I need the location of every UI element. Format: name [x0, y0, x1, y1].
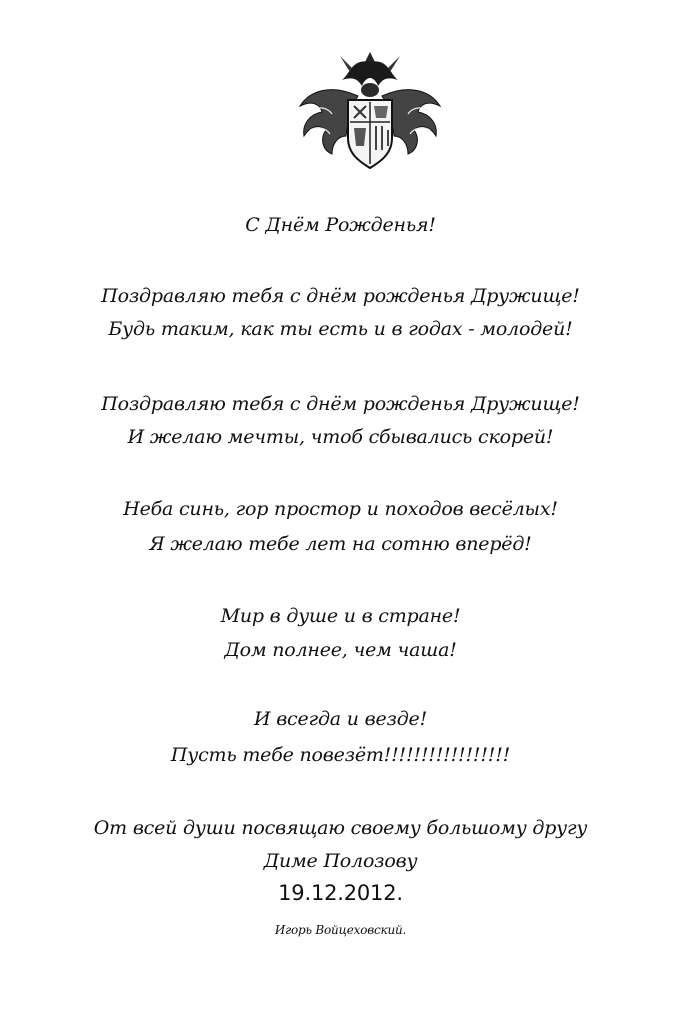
- stanza-5-line-1: И всегда и везде!: [253, 708, 428, 730]
- coat-of-arms-icon: [292, 50, 442, 170]
- stanza-1-line-2: Будь таким, как ты есть и в годах - молодей!: [108, 318, 573, 340]
- stanza-3-line-2: Я желаю тебе лет на сотню вперёд!: [149, 533, 532, 555]
- stanza-2-line-2: И желаю мечты, чтоб сбывались скорей!: [127, 426, 554, 448]
- stanza-5-line-2: Пусть тебе повезёт!!!!!!!!!!!!!!!!!: [170, 744, 511, 766]
- dedication-date: 19.12.2012.: [278, 881, 403, 905]
- stanza-4-line-1: Мир в душе и в стране!: [220, 605, 461, 627]
- stanza-2-line-1: Поздравляю тебя с днём рожденья Дружище!: [101, 393, 580, 415]
- greeting-title: С Днём Рожденья!: [245, 214, 436, 236]
- stanza-3-line-1: Неба синь, гор простор и походов весёлых!: [123, 498, 558, 520]
- recipient-name: Диме Полозову: [263, 850, 418, 872]
- stanza-1-line-1: Поздравляю тебя с днём рожденья Дружище!: [101, 285, 580, 307]
- author-signature: Игорь Войцеховский.: [274, 923, 407, 937]
- dedication-line: От всей души посвящаю своему большому другу: [93, 817, 588, 839]
- stanza-4-line-2: Дом полнее, чем чаша!: [224, 639, 457, 661]
